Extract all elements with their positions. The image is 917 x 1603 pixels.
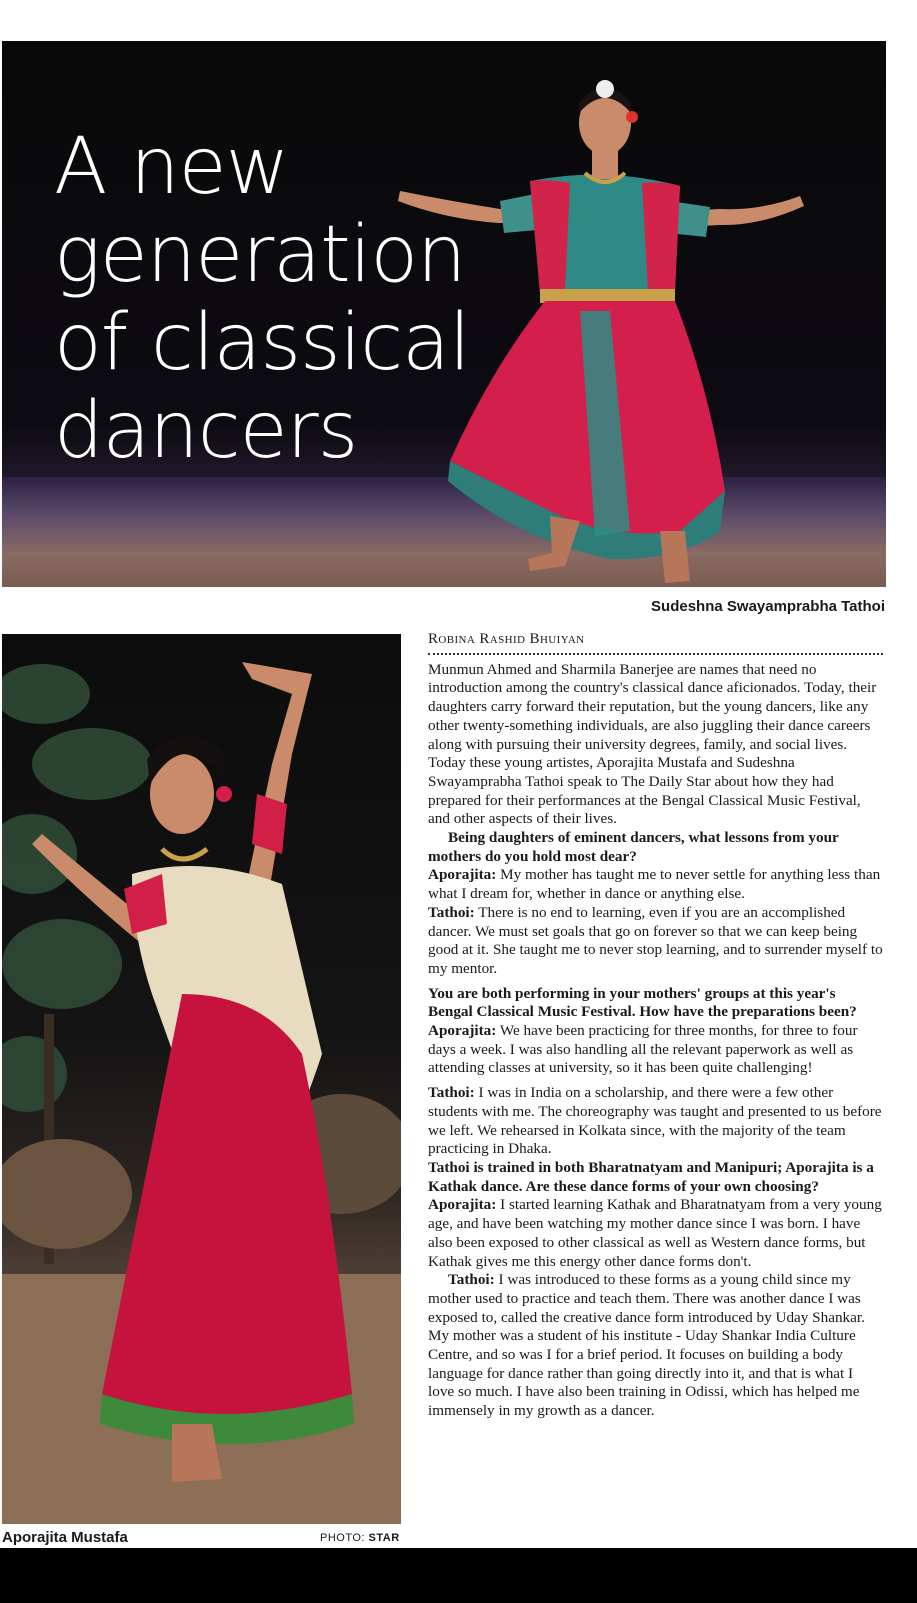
question-3: Tathoi is trained in both Bharatnatyam and Manipuri; Aporajita is a Kathak dance. Are these dance forms of your own choosing? (428, 1158, 874, 1195)
answer-1-tathoi (428, 904, 883, 979)
answer-2-aporajita (428, 1022, 883, 1078)
photo-credit (320, 1532, 400, 1544)
aporajita-photo (2, 634, 401, 1524)
answer-text: We have been practicing for three months, for three to four days a week. I was also handling all the relevant paperwork as well as attending classes at university, so it has been quite challenging! (428, 1022, 858, 1077)
answer-3-tathoi (428, 1271, 883, 1421)
speaker-label: Aporajita: (428, 1196, 497, 1214)
page-bottom-bar (0, 1548, 917, 1603)
intro-paragraph: Munmun Ahmed and Sharmila Banerjee are names that need no introduction among the country's classical dance aficionados. Today, their daughters carry forward their reputation, but the young dancers, like any other twenty-something individuals, are also juggling their dance careers along with pursuing their university degrees, family, and social lives. Today these young artistes, Aporajita Mustafa and Sudeshna Swayamprabha Tathoi speak to The Daily Star about how they had prepared for their performances at the Bengal Classical Music Festival, and other aspects of their lives. (428, 660, 877, 828)
photo-credit-source: STAR (368, 1532, 400, 1544)
answer-1-aporajita (428, 866, 883, 903)
answer-text: I was in India on a scholarship, and there were a few other students with me. The choreography was taught and presented to us before we left. We rehearsed in Kolkata since, with the majority of the team practicing in Dhaka. (428, 1084, 882, 1158)
article-body (428, 630, 883, 1421)
answer-text: My mother has taught me to never settle for anything less than what I dream for, whether in dance or anything else. (428, 866, 881, 903)
question-1: Being daughters of eminent dancers, what lessons from your mothers do you hold most dear? (428, 829, 839, 865)
bottom-photo-caption: Aporajita Mustafa (2, 1529, 128, 1546)
speaker-label: Tathoi: (448, 1271, 495, 1289)
speaker-label: Aporajita: (428, 866, 497, 884)
answer-2-tathoi (428, 1084, 883, 1159)
byline: Robina Rashid Bhuiyan (428, 631, 585, 647)
speaker-label: Aporajita: (428, 1022, 497, 1040)
top-photo-caption: Sudeshna Swayamprabha Tathoi (651, 598, 885, 615)
answer-text: I started learning Kathak and Bharatnatyam from a very young age, and have been watching my mother dance since I was born. I have also been exposed to other classical as well as Western dance forms, but Kathak gives me this energy other dance forms don't. (428, 1196, 882, 1270)
headline: A new generation of classical dancers (54, 122, 470, 476)
answer-text: I was introduced to these forms as a young child since my mother used to practice and teach them. There was another dance I was exposed to, called the creative dance form introduced by Uday Shankar. My mother was a student of his institute - Uday Shankar India Culture Centre, and so was I for a brief period. It focuses on building a body language for dance rather than going directly into it, and that is what I love so much. I have also been training in Odissi, which has helped me immensely in my growth as a dancer. (428, 1271, 865, 1420)
answer-3-aporajita (428, 1196, 883, 1271)
speaker-label: Tathoi: (428, 903, 475, 921)
answer-text: There is no end to learning, even if you are an accomplished dancer. We must set goals that go on forever so that we can keep being good at it. She taught me to never stop learning, and to surrender myself to my mentor. (428, 903, 883, 977)
photo-credit-prefix: PHOTO: (320, 1532, 365, 1544)
speaker-label: Tathoi: (428, 1084, 475, 1102)
byline-divider (428, 653, 883, 655)
dancer-aporajita-illustration (2, 634, 401, 1524)
question-2: You are both performing in your mothers' groups at this year's Bengal Classical Music Festival. How have the preparations been? (428, 984, 857, 1021)
hero-photo (2, 41, 886, 587)
